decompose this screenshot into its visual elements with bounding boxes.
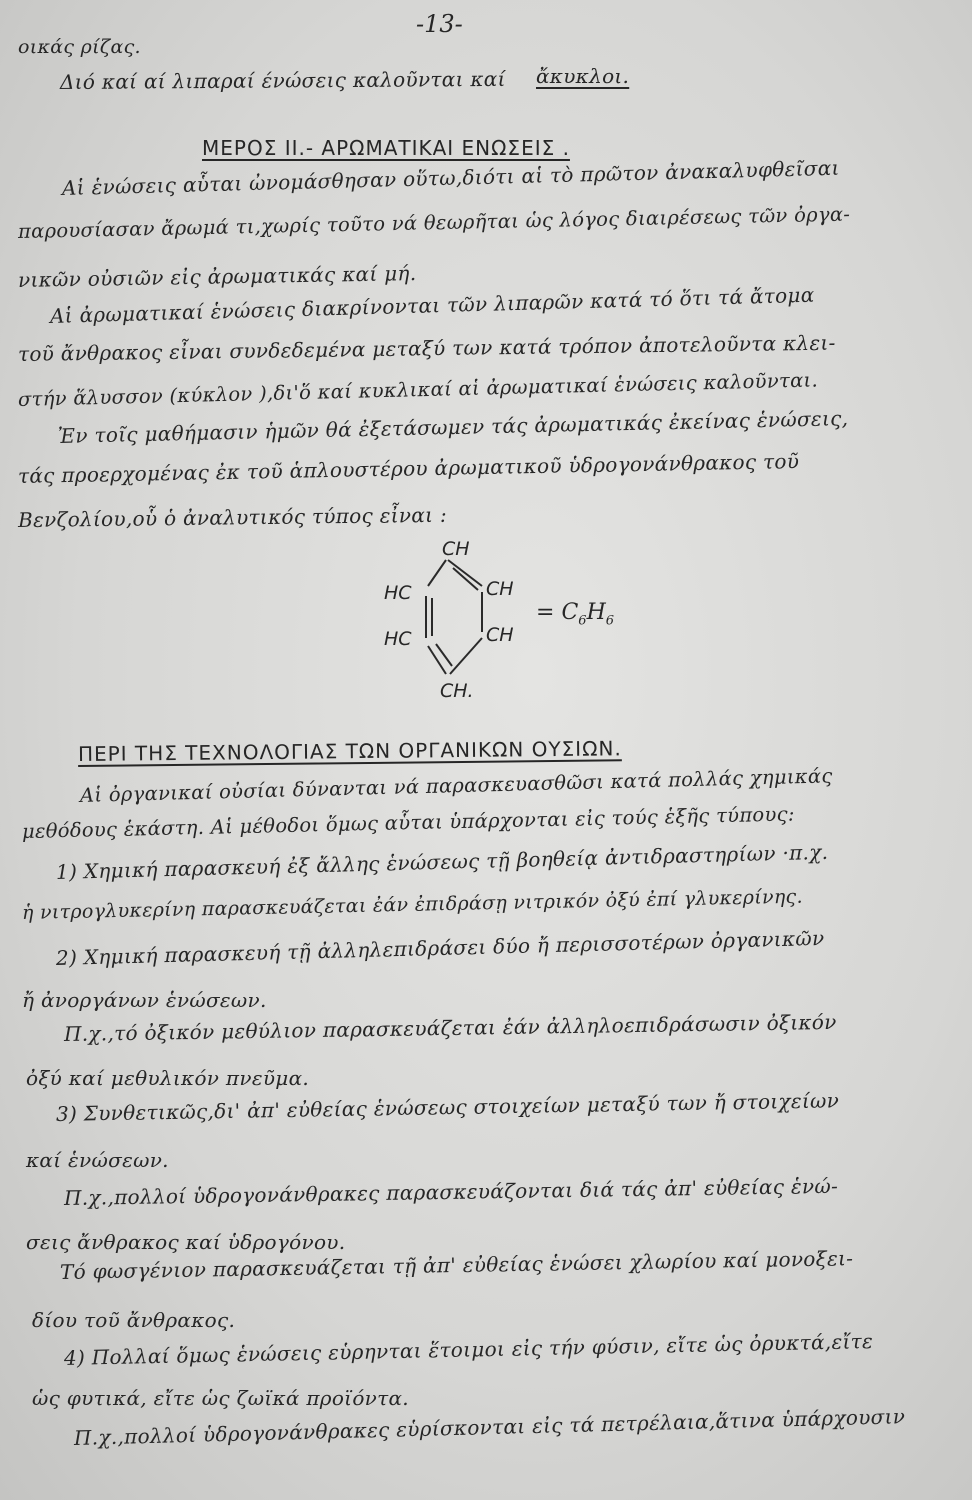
text-line: στήν ἅλυσσον (κύκλον ),δι'ὅ καί κυκλικαί αἱ ἀρωματικαί ἑνώσεις καλοῦνται. xyxy=(17,368,819,411)
text-line: Π.χ.,τό ὀξικόν μεθύλιον παρασκευάζεται ἐάν ἀλληλοεπιδράσωσιν ὀξικόν xyxy=(63,1009,837,1046)
molecular-h: H xyxy=(586,600,606,625)
text-line: 3) Συνθετικῶς,δι' ἀπ' εὐθείας ἑνώσεως στοιχείων μεταξύ των ἤ στοιχείων xyxy=(55,1088,840,1126)
text-line: νικῶν οὐσιῶν εἰς ἀρωματικάς καί μή. xyxy=(17,261,417,292)
text-line: Τό φωσγένιον παρασκευάζεται τῇ ἀπ' εὐθείας ἑνώσει χλωρίου καί μονοξει- xyxy=(59,1246,854,1284)
page-number: -13- xyxy=(416,10,463,38)
text-line: Βενζολίου,οὗ ὁ ἀναλυτικός τύπος εἶναι : xyxy=(17,502,448,532)
text-line: 2) Χημική παρασκευή τῇ ἀλληλεπιδράσει δύο ἤ περισσοτέρων ὀργανικῶν xyxy=(55,925,825,970)
text-line: ἤ ἀνοργάνων ἑνώσεων. xyxy=(22,988,267,1012)
molecular-c-sub: 6 xyxy=(578,613,587,629)
formula-upper-left: HC xyxy=(384,582,412,604)
text-line: Αἱ ὀργανικαί οὐσίαι δύνανται νά παρασκευασθῶσι κατά πολλάς χημικάς xyxy=(79,764,833,807)
text-line: μεθόδους ἑκάστη. Αἱ μέθοδοι ὅμως αὗται ὑπάρχονται εἰς τούς ἑξῆς τύπους: xyxy=(21,802,795,843)
benzene-formula xyxy=(378,536,638,706)
equals-sign: = xyxy=(536,600,555,625)
benzene-ring-icon xyxy=(378,536,498,706)
section-heading-technology: ΠΕΡΙ ΤΗΣ ΤΕΧΝΟΛΟΓΙΑΣ ΤΩΝ ΟΡΓΑΝΙΚΩΝ ΟΥΣΙΩΝ. xyxy=(77,736,622,766)
molecular-c: C xyxy=(561,600,579,625)
text-line: οικάς ρίζας. xyxy=(18,36,141,58)
formula-lower-right: CH xyxy=(486,624,514,646)
text-line: Αἱ ἀρωματικαί ἑνώσεις διακρίνονται τῶν λιπαρῶν κατά τό ὅτι τά ἄτομα xyxy=(49,282,815,328)
text-line: παρουσίασαν ἄρωμά τι,χωρίς τοῦτο νά θεωρῆται ὡς λόγος διαιρέσεως τῶν ὀργα- xyxy=(17,202,851,243)
text-line: 1) Χημική παρασκευή ἐξ ἄλλης ἑνώσεως τῇ βοηθείᾳ ἀντιδραστηρίων ·π.χ. xyxy=(55,839,829,884)
formula-upper-right: CH xyxy=(486,578,514,600)
text-line: Αἱ ἑνώσεις αὗται ὠνομάσθησαν οὕτω,διότι αἱ τὸ πρῶτον ἀνακαλυφθεῖσαι xyxy=(61,155,840,200)
text-line: Ἐν τοῖς μαθήμασιν ἡμῶν θά ἐξετάσωμεν τάς ἀρωματικάς ἐκείνας ἑνώσεις, xyxy=(57,406,849,448)
formula-equals xyxy=(536,600,614,628)
formula-bottom: CH. xyxy=(440,680,474,702)
formula-lower-left: HC xyxy=(384,628,412,650)
text-line-underlined: ἄκυκλοι. xyxy=(536,64,630,88)
formula-top: CH xyxy=(442,538,470,560)
text-line: δίου τοῦ ἄνθρακος. xyxy=(32,1308,236,1332)
text-line: Διό καί αί λιπαραί ένώσεις καλοῦνται καί xyxy=(59,66,506,94)
text-line: τοῦ ἄνθρακος εἶναι συνδεδεμένα μεταξύ των κατά τρόπον ἀποτελοῦντα κλει- xyxy=(17,330,836,366)
text-line: καί ἑνώσεων. xyxy=(26,1148,169,1172)
text-line: σεις ἄνθρακος καί ὑδρογόνου. xyxy=(26,1230,346,1254)
text-line: ὡς φυτικά, εἴτε ὡς ζωϊκά προϊόντα. xyxy=(32,1386,409,1410)
section-heading-aromatic: ΜΕΡΟΣ ΙΙ.- ΑΡΩΜΑΤΙΚΑΙ ΕΝΩΣΕΙΣ . xyxy=(202,136,570,160)
text-line: Π.χ.,πολλοί ὑδρογονάνθρακες παρασκευάζονται διά τάς ἀπ' εὐθείας ἑνώ- xyxy=(63,1173,839,1210)
text-line: Π.χ.,πολλοί ὑδρογονάνθρακες εὑρίσκονται εἰς τά πετρέλαια,ἅτινα ὑπάρχουσιν xyxy=(73,1404,906,1450)
text-line: ὀξύ καί μεθυλικόν πνεῦμα. xyxy=(26,1066,310,1090)
text-line: ἡ νιτρογλυκερίνη παρασκευάζεται ἐάν ἐπιδράσῃ νιτρικόν ὀξύ ἐπί γλυκερίνης. xyxy=(21,885,804,924)
text-line: τάς προερχομένας ἐκ τοῦ ἁπλουστέρου ἀρωματικοῦ ὑδρογονάνθρακος τοῦ xyxy=(17,449,800,488)
molecular-h-sub: 6 xyxy=(605,613,615,629)
text-line: 4) Πολλαί ὅμως ἑνώσεις εὑρηνται ἕτοιμοι εἰς τήν φύσιν, εἴτε ὡς ὀρυκτά,εἴτε xyxy=(63,1329,874,1370)
